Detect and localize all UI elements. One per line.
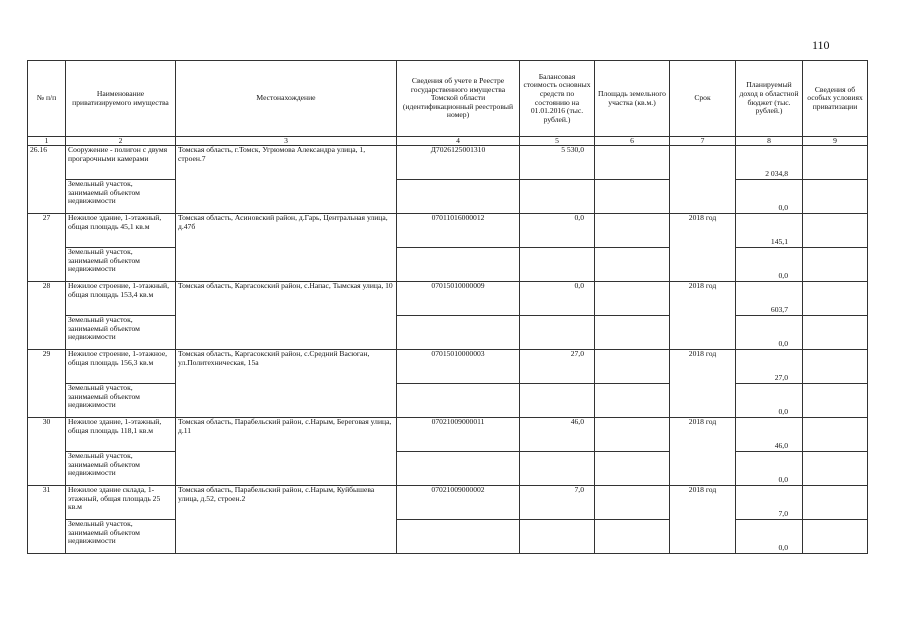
registry-number: 07015010000009 [397, 282, 520, 316]
header-balance: Балансовая стоимость основных средств по состоянию на 01.01.2016 (тыс. рублей.) [520, 61, 595, 137]
property-name: Нежилое строение, 1-этажное, общая площадь 156,3 кв.м [66, 350, 176, 384]
column-number: 9 [803, 137, 868, 146]
property-name: Нежилое строение, 1-этажный, общая площадь 153,4 кв.м [66, 282, 176, 316]
header-term: Срок [670, 61, 736, 137]
column-number: 8 [736, 137, 803, 146]
property-name: Нежилое здание, 1-этажный, общая площадь 45,1 кв.м [66, 214, 176, 248]
property-name: Сооружение - полигон с двумя прогарочными камерами [66, 146, 176, 180]
table-row [28, 486, 868, 520]
term [670, 146, 736, 214]
balance-value: 46,0 [520, 418, 595, 452]
column-number-row [28, 137, 868, 146]
land-area [595, 452, 670, 486]
special-conditions [803, 214, 868, 248]
header-row [28, 61, 868, 137]
header-number: № п/п [28, 61, 66, 137]
table-row [28, 520, 868, 554]
land-area [595, 180, 670, 214]
special-conditions [803, 248, 868, 282]
special-conditions [803, 180, 868, 214]
column-number: 1 [28, 137, 66, 146]
registry-number [397, 248, 520, 282]
row-number: 26.16 [28, 146, 66, 214]
registry-number [397, 316, 520, 350]
planned-income: 0,0 [736, 180, 803, 214]
property-location: Томская область, г.Томск, Угрюмова Александра улица, 1, строен.7 [176, 146, 397, 214]
balance-value [520, 316, 595, 350]
row-number: 29 [28, 350, 66, 418]
header-land-area: Площадь земельного участка (кв.м.) [595, 61, 670, 137]
registry-number: 07011016000012 [397, 214, 520, 248]
special-conditions [803, 146, 868, 180]
planned-income: 603,7 [736, 282, 803, 316]
column-number: 5 [520, 137, 595, 146]
term: 2018 год [670, 486, 736, 554]
land-plot-name: Земельный участок, занимаемый объектом недвижимости [66, 180, 176, 214]
column-number: 4 [397, 137, 520, 146]
column-number: 3 [176, 137, 397, 146]
land-area [595, 282, 670, 316]
page-number: 110 [812, 38, 830, 52]
row-number: 27 [28, 214, 66, 282]
land-area [595, 384, 670, 418]
balance-value: 27,0 [520, 350, 595, 384]
row-number: 28 [28, 282, 66, 350]
table-row [28, 146, 868, 180]
table-row [28, 418, 868, 452]
header-registry: Сведения об учете в Реестре государственного имущества Томской области (идентификационный реестровый номер) [397, 61, 520, 137]
balance-value [520, 248, 595, 282]
land-area [595, 248, 670, 282]
header-location: Местонахождение [176, 61, 397, 137]
registry-number [397, 452, 520, 486]
row-number: 30 [28, 418, 66, 486]
land-area [595, 146, 670, 180]
term: 2018 год [670, 214, 736, 282]
balance-value [520, 520, 595, 554]
registry-number: 07015010000003 [397, 350, 520, 384]
special-conditions [803, 520, 868, 554]
registry-number [397, 384, 520, 418]
special-conditions [803, 316, 868, 350]
planned-income: 46,0 [736, 418, 803, 452]
balance-value: 5 530,0 [520, 146, 595, 180]
term: 2018 год [670, 350, 736, 418]
balance-value: 7,0 [520, 486, 595, 520]
header-income: Планируемый доход в областной бюджет (тыс. рублей.) [736, 61, 803, 137]
planned-income: 145,1 [736, 214, 803, 248]
table-row [28, 350, 868, 384]
registry-number [397, 520, 520, 554]
property-location: Томская область, Парабельский район, с.Нарым, Куйбышева улица, д.52, строен.2 [176, 486, 397, 554]
header-conditions: Сведения об особых условиях приватизации [803, 61, 868, 137]
property-location: Томская область, Парабельский район, с.Нарым, Береговая улица, д.11 [176, 418, 397, 486]
column-number: 6 [595, 137, 670, 146]
table-row [28, 214, 868, 248]
special-conditions [803, 452, 868, 486]
table-row [28, 248, 868, 282]
table-row [28, 384, 868, 418]
registry-number: 07021009000011 [397, 418, 520, 452]
land-plot-name: Земельный участок, занимаемый объектом недвижимости [66, 316, 176, 350]
balance-value: 0,0 [520, 282, 595, 316]
privatization-table [27, 60, 868, 554]
special-conditions [803, 350, 868, 384]
land-plot-name: Земельный участок, занимаемый объектом недвижимости [66, 520, 176, 554]
planned-income: 7,0 [736, 486, 803, 520]
header-name: Наименование приватизируемого имущества [66, 61, 176, 137]
land-area [595, 350, 670, 384]
planned-income: 0,0 [736, 452, 803, 486]
term: 2018 год [670, 418, 736, 486]
land-area [595, 520, 670, 554]
land-area [595, 316, 670, 350]
special-conditions [803, 418, 868, 452]
land-plot-name: Земельный участок, занимаемый объектом недвижимости [66, 452, 176, 486]
special-conditions [803, 282, 868, 316]
planned-income: 2 034,8 [736, 146, 803, 180]
table-row [28, 282, 868, 316]
registry-number: Д7026125001310 [397, 146, 520, 180]
balance-value [520, 452, 595, 486]
land-area [595, 214, 670, 248]
balance-value [520, 180, 595, 214]
balance-value [520, 384, 595, 418]
table-row [28, 180, 868, 214]
planned-income: 0,0 [736, 316, 803, 350]
planned-income: 0,0 [736, 248, 803, 282]
row-number: 31 [28, 486, 66, 554]
land-area [595, 418, 670, 452]
land-area [595, 486, 670, 520]
planned-income: 0,0 [736, 384, 803, 418]
property-location: Томская область, Каргасокский район, с.Напас, Тымская улица, 10 [176, 282, 397, 350]
property-location: Томская область, Асиновский район, д.Гарь, Центральная улица, д.47б [176, 214, 397, 282]
property-location: Томская область, Каргасокский район, с.Средний Васюган, ул.Политехническая, 15а [176, 350, 397, 418]
land-plot-name: Земельный участок, занимаемый объектом недвижимости [66, 248, 176, 282]
balance-value: 0,0 [520, 214, 595, 248]
property-name: Нежилое здание, 1-этажный, общая площадь 118,1 кв.м [66, 418, 176, 452]
registry-number: 07021009000002 [397, 486, 520, 520]
planned-income: 0,0 [736, 520, 803, 554]
table-row [28, 452, 868, 486]
column-number: 7 [670, 137, 736, 146]
table-row [28, 316, 868, 350]
planned-income: 27,0 [736, 350, 803, 384]
land-plot-name: Земельный участок, занимаемый объектом недвижимости [66, 384, 176, 418]
term: 2018 год [670, 282, 736, 350]
property-name: Нежилое здание склада, 1-этажный, общая площадь 25 кв.м [66, 486, 176, 520]
column-number: 2 [66, 137, 176, 146]
special-conditions [803, 384, 868, 418]
registry-number [397, 180, 520, 214]
special-conditions [803, 486, 868, 520]
